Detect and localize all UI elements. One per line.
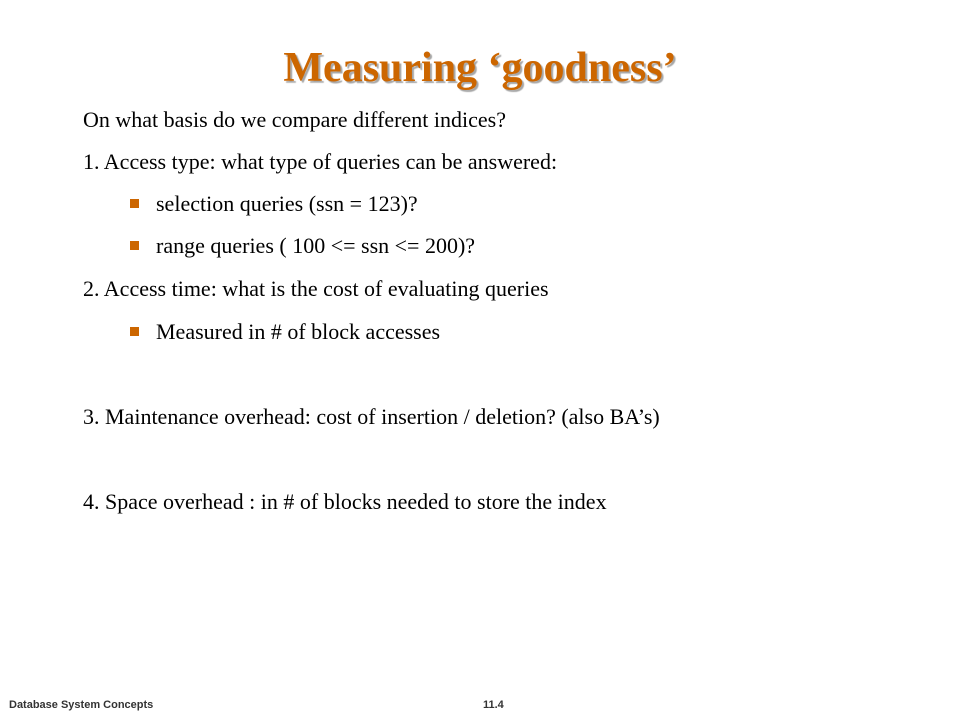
bullet-text: range queries ( 100 <= ssn <= 200)? [156, 233, 476, 258]
item-space-overhead: 4. Space overhead : in # of blocks needed to store the index [83, 489, 607, 514]
square-bullet-icon [130, 327, 139, 336]
square-bullet-icon [130, 241, 139, 250]
slide-title: Measuring ‘goodness’ [283, 45, 677, 91]
bullet-range-queries [130, 232, 475, 260]
bullet-block-accesses [130, 318, 440, 346]
footer-book-title: Database System Concepts [9, 699, 154, 711]
footer-page-number: 11.4 [483, 699, 504, 711]
bullet-text: Measured in # of block accesses [156, 319, 441, 344]
item-maintenance-overhead: 3. Maintenance overhead: cost of insertion / deletion? (also BA’s) [83, 404, 660, 429]
intro-question: On what basis do we compare different indices? [83, 107, 506, 132]
item-access-type: 1. Access type: what type of queries can be answered: [83, 149, 558, 174]
bullet-text: selection queries (ssn = 123)? [156, 191, 418, 216]
item-access-time: 2. Access time: what is the cost of evaluating queries [83, 276, 549, 301]
bullet-selection-queries [130, 190, 418, 218]
square-bullet-icon [130, 199, 139, 208]
